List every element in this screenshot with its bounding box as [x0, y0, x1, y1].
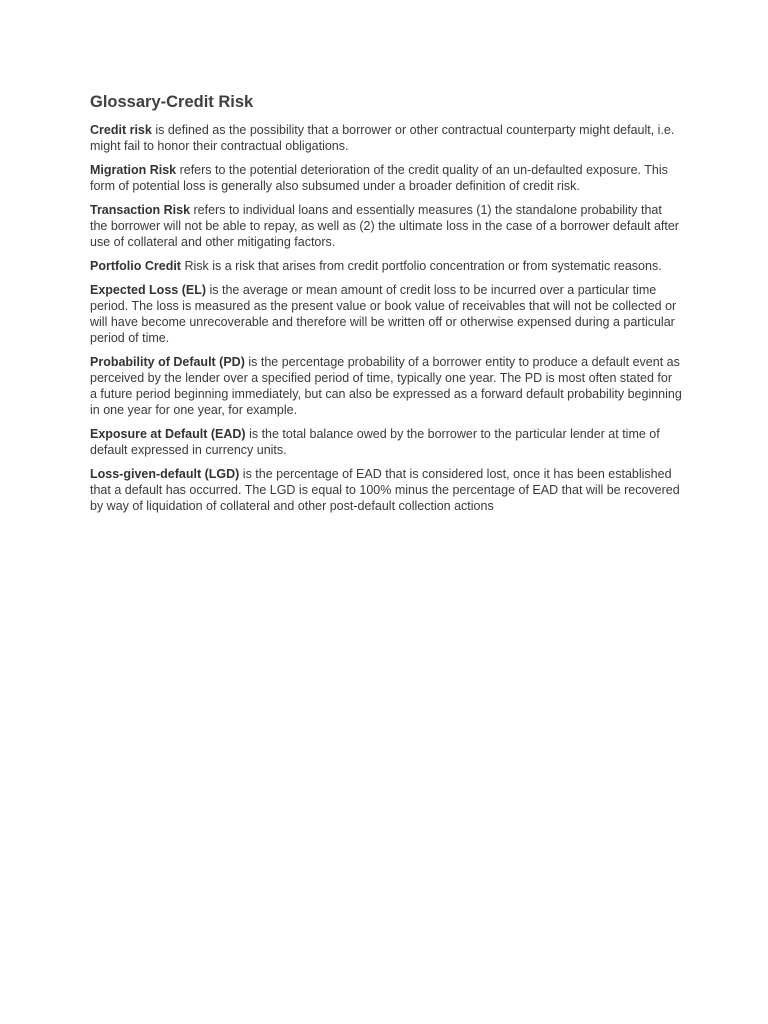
glossary-term: Transaction Risk — [90, 203, 191, 217]
glossary-term: Credit risk — [90, 123, 152, 137]
glossary-entry-exposure-at-default — [90, 426, 682, 458]
glossary-entry-migration-risk — [90, 162, 682, 194]
glossary-definition: is defined as the possibility that a borrower or other contractual counterparty might default, i.e. might fail to honor their contractual obligations. — [90, 123, 675, 153]
glossary-entry-expected-loss — [90, 282, 682, 346]
glossary-definition: refers to individual loans and essentially measures (1) the standalone probability that the borrower will not be able to repay, as well as (2) the ultimate loss in the case of a borrower default after use of collateral and other mitigating factors. — [90, 203, 679, 249]
glossary-definition: refers to the potential deterioration of the credit quality of an un-defaulted exposure. This form of potential loss is generally also subsumed under a broader definition of credit risk. — [90, 163, 668, 193]
glossary-entry-probability-of-default — [90, 354, 682, 418]
page-title: Glossary-Credit Risk — [90, 93, 254, 111]
document-page — [90, 92, 682, 522]
glossary-entry-transaction-risk — [90, 202, 682, 250]
glossary-entry-credit-risk — [90, 122, 682, 154]
glossary-term: Expected Loss (EL) — [90, 283, 206, 297]
glossary-entry-portfolio-credit — [90, 258, 682, 274]
glossary-definition: is the total balance owed by the borrower to the particular lender at time of default expressed in currency units. — [90, 427, 660, 457]
glossary-term: Portfolio Credit — [90, 259, 181, 273]
glossary-term: Loss-given-default (LGD) — [90, 467, 240, 481]
glossary-term: Probability of Default (PD) — [90, 355, 245, 369]
glossary-entry-loss-given-default — [90, 466, 682, 514]
glossary-definition: Risk is a risk that arises from credit portfolio concentration or from systematic reasons. — [180, 259, 662, 273]
glossary-definition: is the percentage of EAD that is considered lost, once it has been established that a default has occurred. The LGD is equal to 100% minus the percentage of EAD that will be recovered by way of liquidation of collateral and other post-default collection actions — [90, 467, 680, 513]
glossary-term: Exposure at Default (EAD) — [90, 427, 246, 441]
glossary-term: Migration Risk — [90, 163, 177, 177]
glossary-definition: is the percentage probability of a borrower entity to produce a default event as perceived by the lender over a specified period of time, typically one year. The PD is most often stated for a future period beginning immediately, but can also be expressed as a forward default probability beginning in one year for one year, for example. — [90, 355, 682, 417]
glossary-definition: is the average or mean amount of credit loss to be incurred over a particular time period. The loss is measured as the present value or book value of receivables that will not be collected or will have become unrecoverable and therefore will be written off or otherwise expensed during a particular period of time. — [90, 283, 677, 345]
